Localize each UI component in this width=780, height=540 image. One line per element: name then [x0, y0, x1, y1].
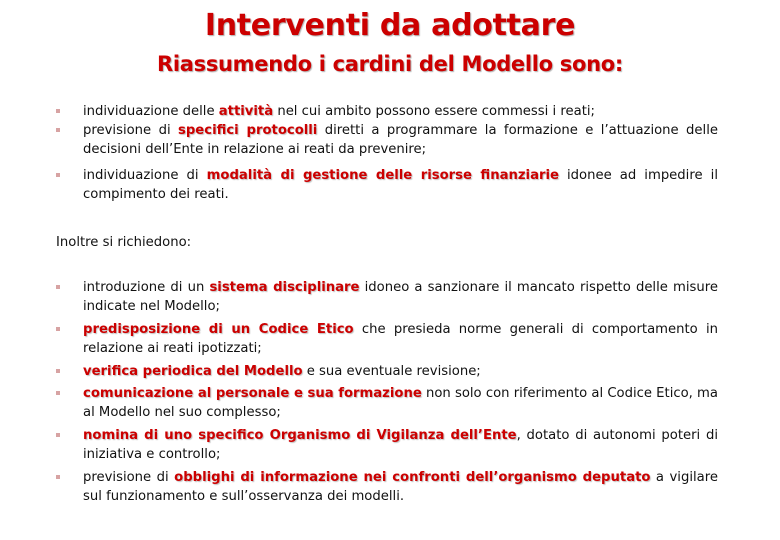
bullet-icon: [56, 475, 60, 479]
list-item: individuazione di modalità di gestione delle risorse finanziarie idonee ad impedire il compimento dei reati.: [56, 166, 718, 204]
page-title: Interventi da adottare: [204, 8, 576, 43]
bullet-icon: [56, 109, 60, 113]
list-item: nomina di uno specifico Organismo di Vigilanza dell’Ente, dotato di autonomi poteri di iniziativa e controllo;: [56, 426, 718, 464]
list-item: predisposizione di un Codice Etico che presieda norme generali di comportamento in relazione ai reati ipotizzati;: [56, 320, 718, 358]
list-item: comunicazione al personale e sua formazione non solo con riferimento al Codice Etico, ma al Modello nel suo complesso;: [56, 384, 718, 422]
bullet-icon: [56, 128, 60, 132]
cardini-list: [56, 102, 718, 204]
bullet-icon: [56, 173, 60, 177]
section-note: Inoltre si richiedono:: [56, 235, 192, 250]
page-subtitle: Riassumendo i cardini del Modello sono:: [156, 52, 624, 76]
bullet-icon: [56, 327, 60, 331]
bullet-icon: [56, 369, 60, 373]
list-item: introduzione di un sistema disciplinare idoneo a sanzionare il mancato rispetto delle misure indicate nel Modello;: [56, 278, 718, 316]
list-item: previsione di specifici protocolli diretti a programmare la formazione e l’attuazione delle decisioni dell’Ente in relazione ai reati da prevenire;: [56, 121, 718, 159]
requirements-list: [56, 278, 718, 506]
list-item: previsione di obblighi di informazione nei confronti dell’organismo deputato a vigilare sul funzionamento e sull’osservanza dei modelli.: [56, 468, 718, 506]
bullet-icon: [56, 285, 60, 289]
bullet-icon: [56, 433, 60, 437]
list-item: individuazione delle attività nel cui ambito possono essere commessi i reati;: [56, 102, 718, 121]
bullet-icon: [56, 391, 60, 395]
list-item: verifica periodica del Modello e sua eventuale revisione;: [56, 362, 718, 381]
